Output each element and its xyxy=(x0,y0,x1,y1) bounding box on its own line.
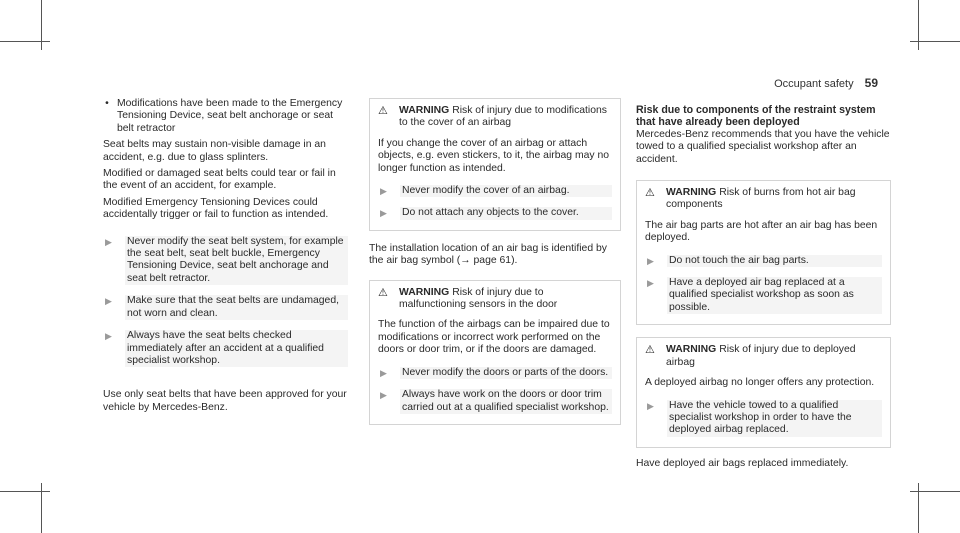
page-header xyxy=(774,77,878,90)
action-arrow-icon: ▶ xyxy=(647,255,654,266)
warning-body: The air bag parts are hot after an air bag has been deployed. xyxy=(645,219,878,244)
page-number: 59 xyxy=(864,76,878,90)
action-arrow-icon: ▶ xyxy=(380,367,387,378)
action-step xyxy=(645,255,882,267)
paragraph: The installation location of an air bag is identified by the air bag symbol (→ page 61). xyxy=(369,242,607,267)
action-arrow-icon: ▶ xyxy=(380,208,387,219)
action-arrow-icon: ▶ xyxy=(647,400,654,411)
paragraph: Use only seat belts that have been approved for your vehicle by Mercedes-Benz. xyxy=(103,389,347,413)
action-arrow-icon: ▶ xyxy=(105,236,112,247)
action-arrow-icon: ▶ xyxy=(380,186,387,197)
action-arrow-icon: ▶ xyxy=(105,296,112,307)
warning-body: If you change the cover of an airbag or attach objects, e.g. even stickers, to it, the airbag may no longer function as intended. xyxy=(378,137,610,174)
crop-mark xyxy=(918,0,919,50)
bullet-item xyxy=(103,98,348,135)
warning-box xyxy=(369,280,621,425)
action-step xyxy=(103,295,348,320)
action-step xyxy=(378,207,612,219)
paragraph: Modified or damaged seat belts could tear or fail in the event of an accident, for example. xyxy=(103,168,336,192)
action-text: Always have work on the doors or door trim carried out at a qualified specialist workshop. xyxy=(400,389,612,414)
warning-title: Risk of injury due to deployed airbag xyxy=(666,344,856,368)
bullet-dot-icon: • xyxy=(105,98,109,109)
paragraph: Have deployed air bags replaced immediately. xyxy=(636,457,849,469)
crop-mark xyxy=(41,483,42,533)
crop-mark xyxy=(41,0,42,50)
warning-triangle-icon: ⚠ xyxy=(378,105,388,117)
warning-body: A deployed airbag no longer offers any protection. xyxy=(645,377,875,389)
action-arrow-icon: ▶ xyxy=(647,278,654,289)
action-text: Always have the seat belts checked immediately after an accident at a qualified specialist workshop. xyxy=(125,330,348,367)
action-text: Do not touch the air bag parts. xyxy=(667,255,882,267)
action-text: Make sure that the seat belts are undamaged, not worn and clean. xyxy=(125,295,348,320)
column-left xyxy=(103,98,348,414)
warning-box xyxy=(636,180,891,325)
warning-label: WARNING xyxy=(399,286,450,298)
action-text: Never modify the seat belt system, for example the seat belt, seat belt buckle, Emergency Tensioning Device, seat belt anchorage and seat belt retractor. xyxy=(125,236,348,286)
action-step xyxy=(378,389,612,414)
warning-title: Risk of injury due to modifications to the cover of an airbag xyxy=(399,105,607,129)
action-arrow-icon: ▶ xyxy=(105,331,112,342)
action-text: Have the vehicle towed to a qualified specialist workshop in order to have the deployed airbag replaced. xyxy=(667,400,882,437)
warning-label: WARNING xyxy=(666,187,717,199)
crop-mark xyxy=(0,41,50,42)
action-step xyxy=(103,236,348,286)
action-text: Never modify the doors or parts of the doors. xyxy=(400,367,612,379)
warning-triangle-icon: ⚠ xyxy=(645,187,655,200)
action-step xyxy=(645,400,882,437)
crop-mark xyxy=(918,483,919,533)
warning-label: WARNING xyxy=(666,344,717,356)
action-text: Have a deployed air bag replaced at a qualified specialist workshop as soon as possible. xyxy=(667,277,882,314)
bullet-text: Modifications have been made to the Emergency Tensioning Device, seat belt anchorage or seat belt retractor xyxy=(117,98,343,134)
action-step xyxy=(103,330,348,367)
paragraph: Modified Emergency Tensioning Devices could accidentally trigger or fail to function as intended. xyxy=(103,196,329,221)
action-arrow-icon: ▶ xyxy=(380,390,387,401)
column-right xyxy=(636,98,891,470)
warning-triangle-icon: ⚠ xyxy=(645,344,655,357)
crop-mark xyxy=(0,491,50,492)
warning-title: Risk of injury due to malfunctioning sensors in the door xyxy=(399,286,558,311)
action-text: Never modify the cover of an airbag. xyxy=(400,185,612,197)
action-step xyxy=(378,367,612,379)
warning-label: WARNING xyxy=(399,105,450,116)
warning-triangle-icon: ⚠ xyxy=(378,286,388,299)
warning-box xyxy=(369,98,621,231)
warning-title: Risk of burns from hot air bag components xyxy=(666,187,856,211)
action-step xyxy=(378,185,612,197)
action-text: Do not attach any objects to the cover. xyxy=(400,207,612,219)
action-step xyxy=(645,277,882,314)
section-title: Occupant safety xyxy=(774,78,854,90)
column-middle xyxy=(369,98,621,425)
section-heading: Risk due to components of the restraint system that have already been deployed xyxy=(636,104,876,129)
paragraph: Seat belts may sustain non-visible damage in an accident, e.g. due to glass splinters. xyxy=(103,139,326,163)
warning-body: The function of the airbags can be impaired due to modifications or incorrect work performed on the doors or door trim, or if the doors are damaged. xyxy=(378,319,610,356)
warning-box xyxy=(636,337,891,447)
paragraph: Mercedes-Benz recommends that you have the vehicle towed to a qualified specialist workshop after an accident. xyxy=(636,128,890,165)
